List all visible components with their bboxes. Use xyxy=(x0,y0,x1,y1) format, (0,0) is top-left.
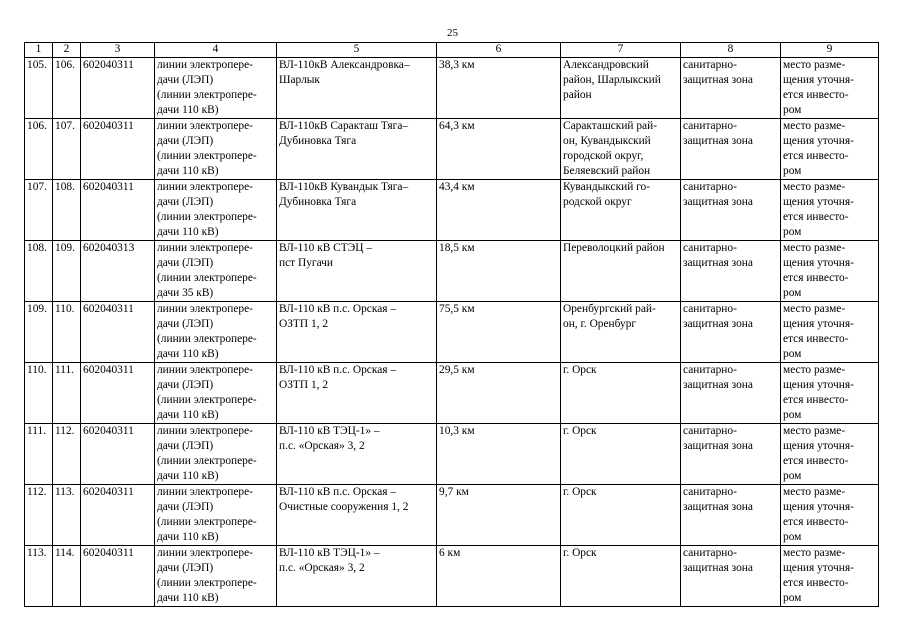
column-header: 7 xyxy=(561,43,681,58)
object-type-cell: линии электропере- дачи (ЛЭП) (линии электропере- дачи 110 кВ) xyxy=(155,424,277,485)
location-cell: Кувандыкский го- родской округ xyxy=(561,180,681,241)
length-cell: 10,3 км xyxy=(437,424,561,485)
row-number-cell: 111. xyxy=(25,424,53,485)
line-name-cell: ВЛ-110кВ Александровка– Шарлык xyxy=(277,58,437,119)
line-name-cell: ВЛ-110кВ Саракташ Тяга– Дубиновка Тяга xyxy=(277,119,437,180)
table-body xyxy=(25,58,879,607)
row-number-cell: 105. xyxy=(25,58,53,119)
column-header: 5 xyxy=(277,43,437,58)
object-type-cell: линии электропере- дачи (ЛЭП) (линии электропере- дачи 110 кВ) xyxy=(155,58,277,119)
row-number-cell: 109. xyxy=(25,302,53,363)
line-name-cell: ВЛ-110 кВ ТЭЦ-1» – п.с. «Орская» 3, 2 xyxy=(277,546,437,607)
location-cell: г. Орск xyxy=(561,363,681,424)
object-type-cell: линии электропере- дачи (ЛЭП) (линии электропере- дачи 110 кВ) xyxy=(155,119,277,180)
zone-cell: санитарно- защитная зона xyxy=(681,546,781,607)
item-number-cell: 113. xyxy=(53,485,81,546)
object-type-cell: линии электропере- дачи (ЛЭП) (линии электропере- дачи 110 кВ) xyxy=(155,180,277,241)
note-cell: место разме- щения уточня- ется инвесто- ром xyxy=(781,241,879,302)
object-type-cell: линии электропере- дачи (ЛЭП) (линии электропере- дачи 110 кВ) xyxy=(155,363,277,424)
length-cell: 43,4 км xyxy=(437,180,561,241)
code-cell: 602040311 xyxy=(81,119,155,180)
length-cell: 38,3 км xyxy=(437,58,561,119)
location-cell: Саракташский рай- он, Кувандыкский городской округ, Беляевский район xyxy=(561,119,681,180)
column-header: 6 xyxy=(437,43,561,58)
location-cell: г. Орск xyxy=(561,546,681,607)
item-number-cell: 106. xyxy=(53,58,81,119)
length-cell: 9,7 км xyxy=(437,485,561,546)
code-cell: 602040313 xyxy=(81,241,155,302)
item-number-cell: 114. xyxy=(53,546,81,607)
row-number-cell: 106. xyxy=(25,119,53,180)
object-type-cell: линии электропере- дачи (ЛЭП) (линии электропере- дачи 35 кВ) xyxy=(155,241,277,302)
header-row xyxy=(25,43,879,58)
location-cell: г. Орск xyxy=(561,424,681,485)
row-number-cell: 108. xyxy=(25,241,53,302)
object-type-cell: линии электропере- дачи (ЛЭП) (линии электропере- дачи 110 кВ) xyxy=(155,485,277,546)
table-row xyxy=(25,424,879,485)
note-cell: место разме- щения уточня- ется инвесто- ром xyxy=(781,424,879,485)
zone-cell: санитарно- защитная зона xyxy=(681,363,781,424)
note-cell: место разме- щения уточня- ется инвесто- ром xyxy=(781,485,879,546)
length-cell: 64,3 км xyxy=(437,119,561,180)
zone-cell: санитарно- защитная зона xyxy=(681,302,781,363)
length-cell: 29,5 км xyxy=(437,363,561,424)
table-row xyxy=(25,241,879,302)
zone-cell: санитарно- защитная зона xyxy=(681,58,781,119)
table-row xyxy=(25,58,879,119)
table-row xyxy=(25,363,879,424)
line-name-cell: ВЛ-110 кВ п.с. Орская – Очистные сооружения 1, 2 xyxy=(277,485,437,546)
location-cell: г. Орск xyxy=(561,485,681,546)
column-header: 8 xyxy=(681,43,781,58)
code-cell: 602040311 xyxy=(81,424,155,485)
column-header: 2 xyxy=(53,43,81,58)
table-row xyxy=(25,485,879,546)
table-row xyxy=(25,546,879,607)
note-cell: место разме- щения уточня- ется инвесто- ром xyxy=(781,302,879,363)
item-number-cell: 110. xyxy=(53,302,81,363)
row-number-cell: 112. xyxy=(25,485,53,546)
row-number-cell: 110. xyxy=(25,363,53,424)
code-cell: 602040311 xyxy=(81,546,155,607)
item-number-cell: 108. xyxy=(53,180,81,241)
line-name-cell: ВЛ-110 кВ ТЭЦ-1» – п.с. «Орская» 3, 2 xyxy=(277,424,437,485)
zone-cell: санитарно- защитная зона xyxy=(681,180,781,241)
column-header: 1 xyxy=(25,43,53,58)
length-cell: 75,5 км xyxy=(437,302,561,363)
line-name-cell: ВЛ-110 кВ СТЭЦ – пст Пугачи xyxy=(277,241,437,302)
page-number: 25 xyxy=(447,27,458,39)
code-cell: 602040311 xyxy=(81,363,155,424)
object-type-cell: линии электропере- дачи (ЛЭП) (линии электропере- дачи 110 кВ) xyxy=(155,546,277,607)
note-cell: место разме- щения уточня- ется инвесто- ром xyxy=(781,546,879,607)
location-cell: Переволоцкий район xyxy=(561,241,681,302)
zone-cell: санитарно- защитная зона xyxy=(681,485,781,546)
line-name-cell: ВЛ-110кВ Кувандык Тяга– Дубиновка Тяга xyxy=(277,180,437,241)
note-cell: место разме- щения уточня- ется инвесто- ром xyxy=(781,180,879,241)
object-type-cell: линии электропере- дачи (ЛЭП) (линии электропере- дачи 110 кВ) xyxy=(155,302,277,363)
code-cell: 602040311 xyxy=(81,180,155,241)
zone-cell: санитарно- защитная зона xyxy=(681,424,781,485)
table-row xyxy=(25,302,879,363)
note-cell: место разме- щения уточня- ется инвесто- ром xyxy=(781,363,879,424)
table-row xyxy=(25,119,879,180)
item-number-cell: 107. xyxy=(53,119,81,180)
length-cell: 18,5 км xyxy=(437,241,561,302)
row-number-cell: 113. xyxy=(25,546,53,607)
column-header: 9 xyxy=(781,43,879,58)
line-name-cell: ВЛ-110 кВ п.с. Орская – ОЗТП 1, 2 xyxy=(277,363,437,424)
zone-cell: санитарно- защитная зона xyxy=(681,119,781,180)
item-number-cell: 111. xyxy=(53,363,81,424)
row-number-cell: 107. xyxy=(25,180,53,241)
table-row xyxy=(25,180,879,241)
column-header: 3 xyxy=(81,43,155,58)
document-table xyxy=(24,42,879,607)
zone-cell: санитарно- защитная зона xyxy=(681,241,781,302)
location-cell: Александровский район, Шарлыкский район xyxy=(561,58,681,119)
line-name-cell: ВЛ-110 кВ п.с. Орская – ОЗТП 1, 2 xyxy=(277,302,437,363)
code-cell: 602040311 xyxy=(81,302,155,363)
note-cell: место разме- щения уточня- ется инвесто- ром xyxy=(781,58,879,119)
length-cell: 6 км xyxy=(437,546,561,607)
item-number-cell: 112. xyxy=(53,424,81,485)
code-cell: 602040311 xyxy=(81,58,155,119)
location-cell: Оренбургский рай- он, г. Оренбург xyxy=(561,302,681,363)
column-header: 4 xyxy=(155,43,277,58)
note-cell: место разме- щения уточня- ется инвесто- ром xyxy=(781,119,879,180)
item-number-cell: 109. xyxy=(53,241,81,302)
code-cell: 602040311 xyxy=(81,485,155,546)
